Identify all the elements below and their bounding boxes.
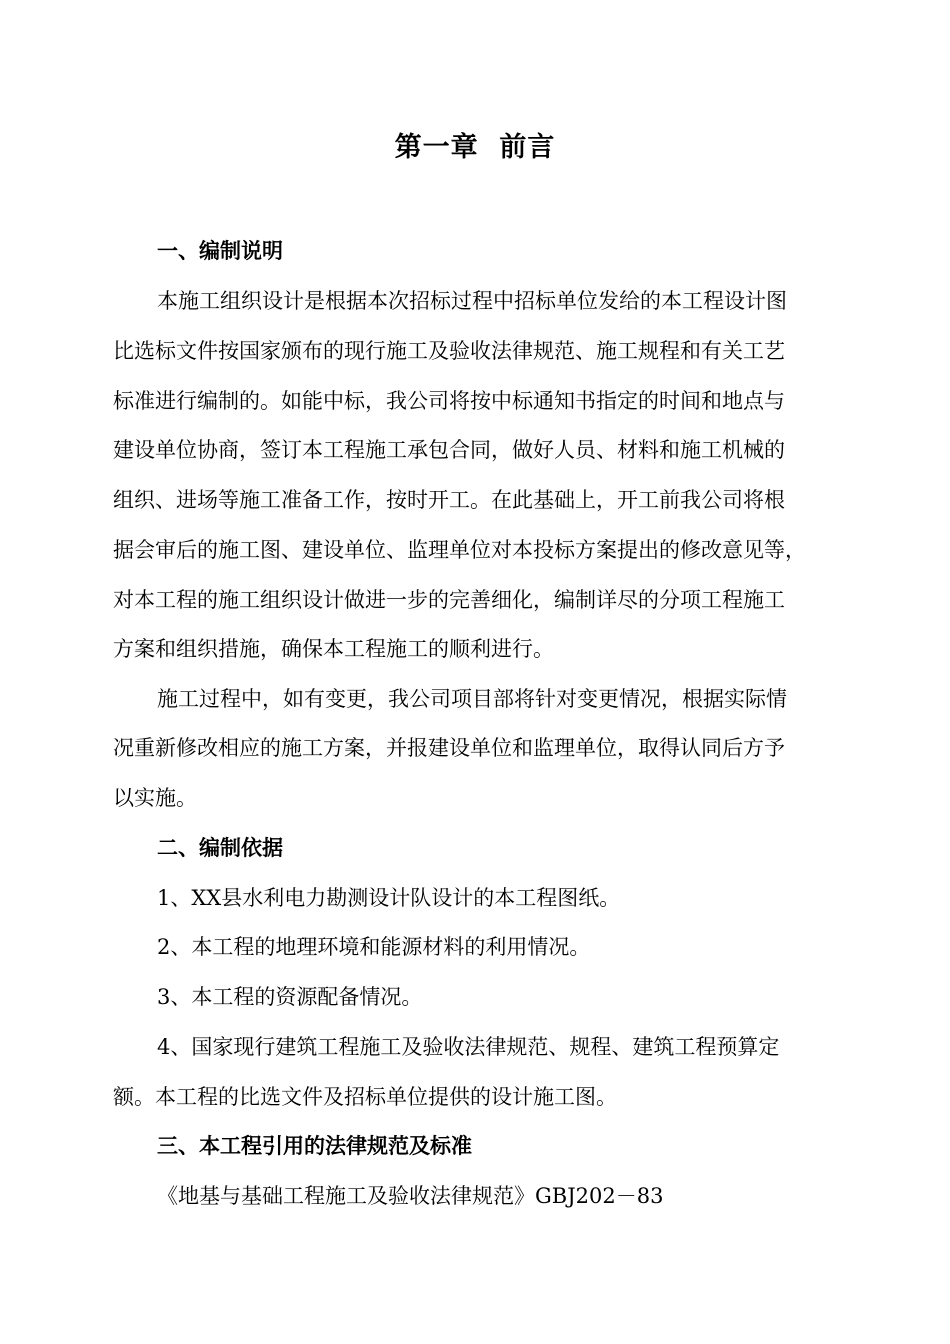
section-heading-referenced-standards: 三、本工程引用的法律规范及标准 (157, 1134, 472, 1158)
paragraph-line: 标准进行编制的。如能中标，我公司将按中标通知书指定的时间和地点与 (113, 389, 785, 413)
chapter-title: 第一章 前言 (394, 132, 556, 163)
list-item: 4、国家现行建筑工程施工及验收法律规范、规程、建筑工程预算定 (157, 1035, 780, 1059)
paragraph-line: 组织、进场等施工准备工作，按时开工。在此基础上，开工前我公司将根 (113, 488, 785, 512)
paragraph-line: 施工过程中，如有变更，我公司项目部将针对变更情况，根据实际情 (157, 687, 787, 711)
section-heading-compilation-basis: 二、编制依据 (157, 836, 283, 860)
list-item-continuation: 额。本工程的比选文件及招标单位提供的设计施工图。 (113, 1085, 617, 1109)
list-item: 1、XX县水利电力勘测设计队设计的本工程图纸。 (157, 886, 621, 910)
paragraph-line: 本施工组织设计是根据本次招标过程中招标单位发给的本工程设计图 (157, 289, 787, 313)
list-item: 3、本工程的资源配备情况。 (157, 985, 423, 1009)
paragraph-line: 据会审后的施工图、建设单位、监理单位对本投标方案提出的修改意见等， (113, 538, 806, 562)
paragraph-line: 建设单位协商，签订本工程施工承包合同，做好人员、材料和施工机械的 (113, 438, 785, 462)
paragraph-line: 方案和组织措施，确保本工程施工的顺利进行。 (113, 637, 554, 661)
paragraph-line: 以实施。 (113, 786, 197, 810)
list-item: 2、本工程的地理环境和能源材料的利用情况。 (157, 935, 591, 959)
paragraph-line: 况重新修改相应的施工方案，并报建设单位和监理单位，取得认同后方予 (113, 736, 785, 760)
standard-reference: 《地基与基础工程施工及验收法律规范》GBJ202－83 (157, 1184, 664, 1208)
paragraph-line: 比选标文件按国家颁布的现行施工及验收法律规范、施工规程和有关工艺 (113, 339, 785, 363)
paragraph-line: 对本工程的施工组织设计做进一步的完善细化，编制详尽的分项工程施工 (113, 588, 785, 612)
section-heading-compilation-notes: 一、编制说明 (157, 239, 283, 263)
